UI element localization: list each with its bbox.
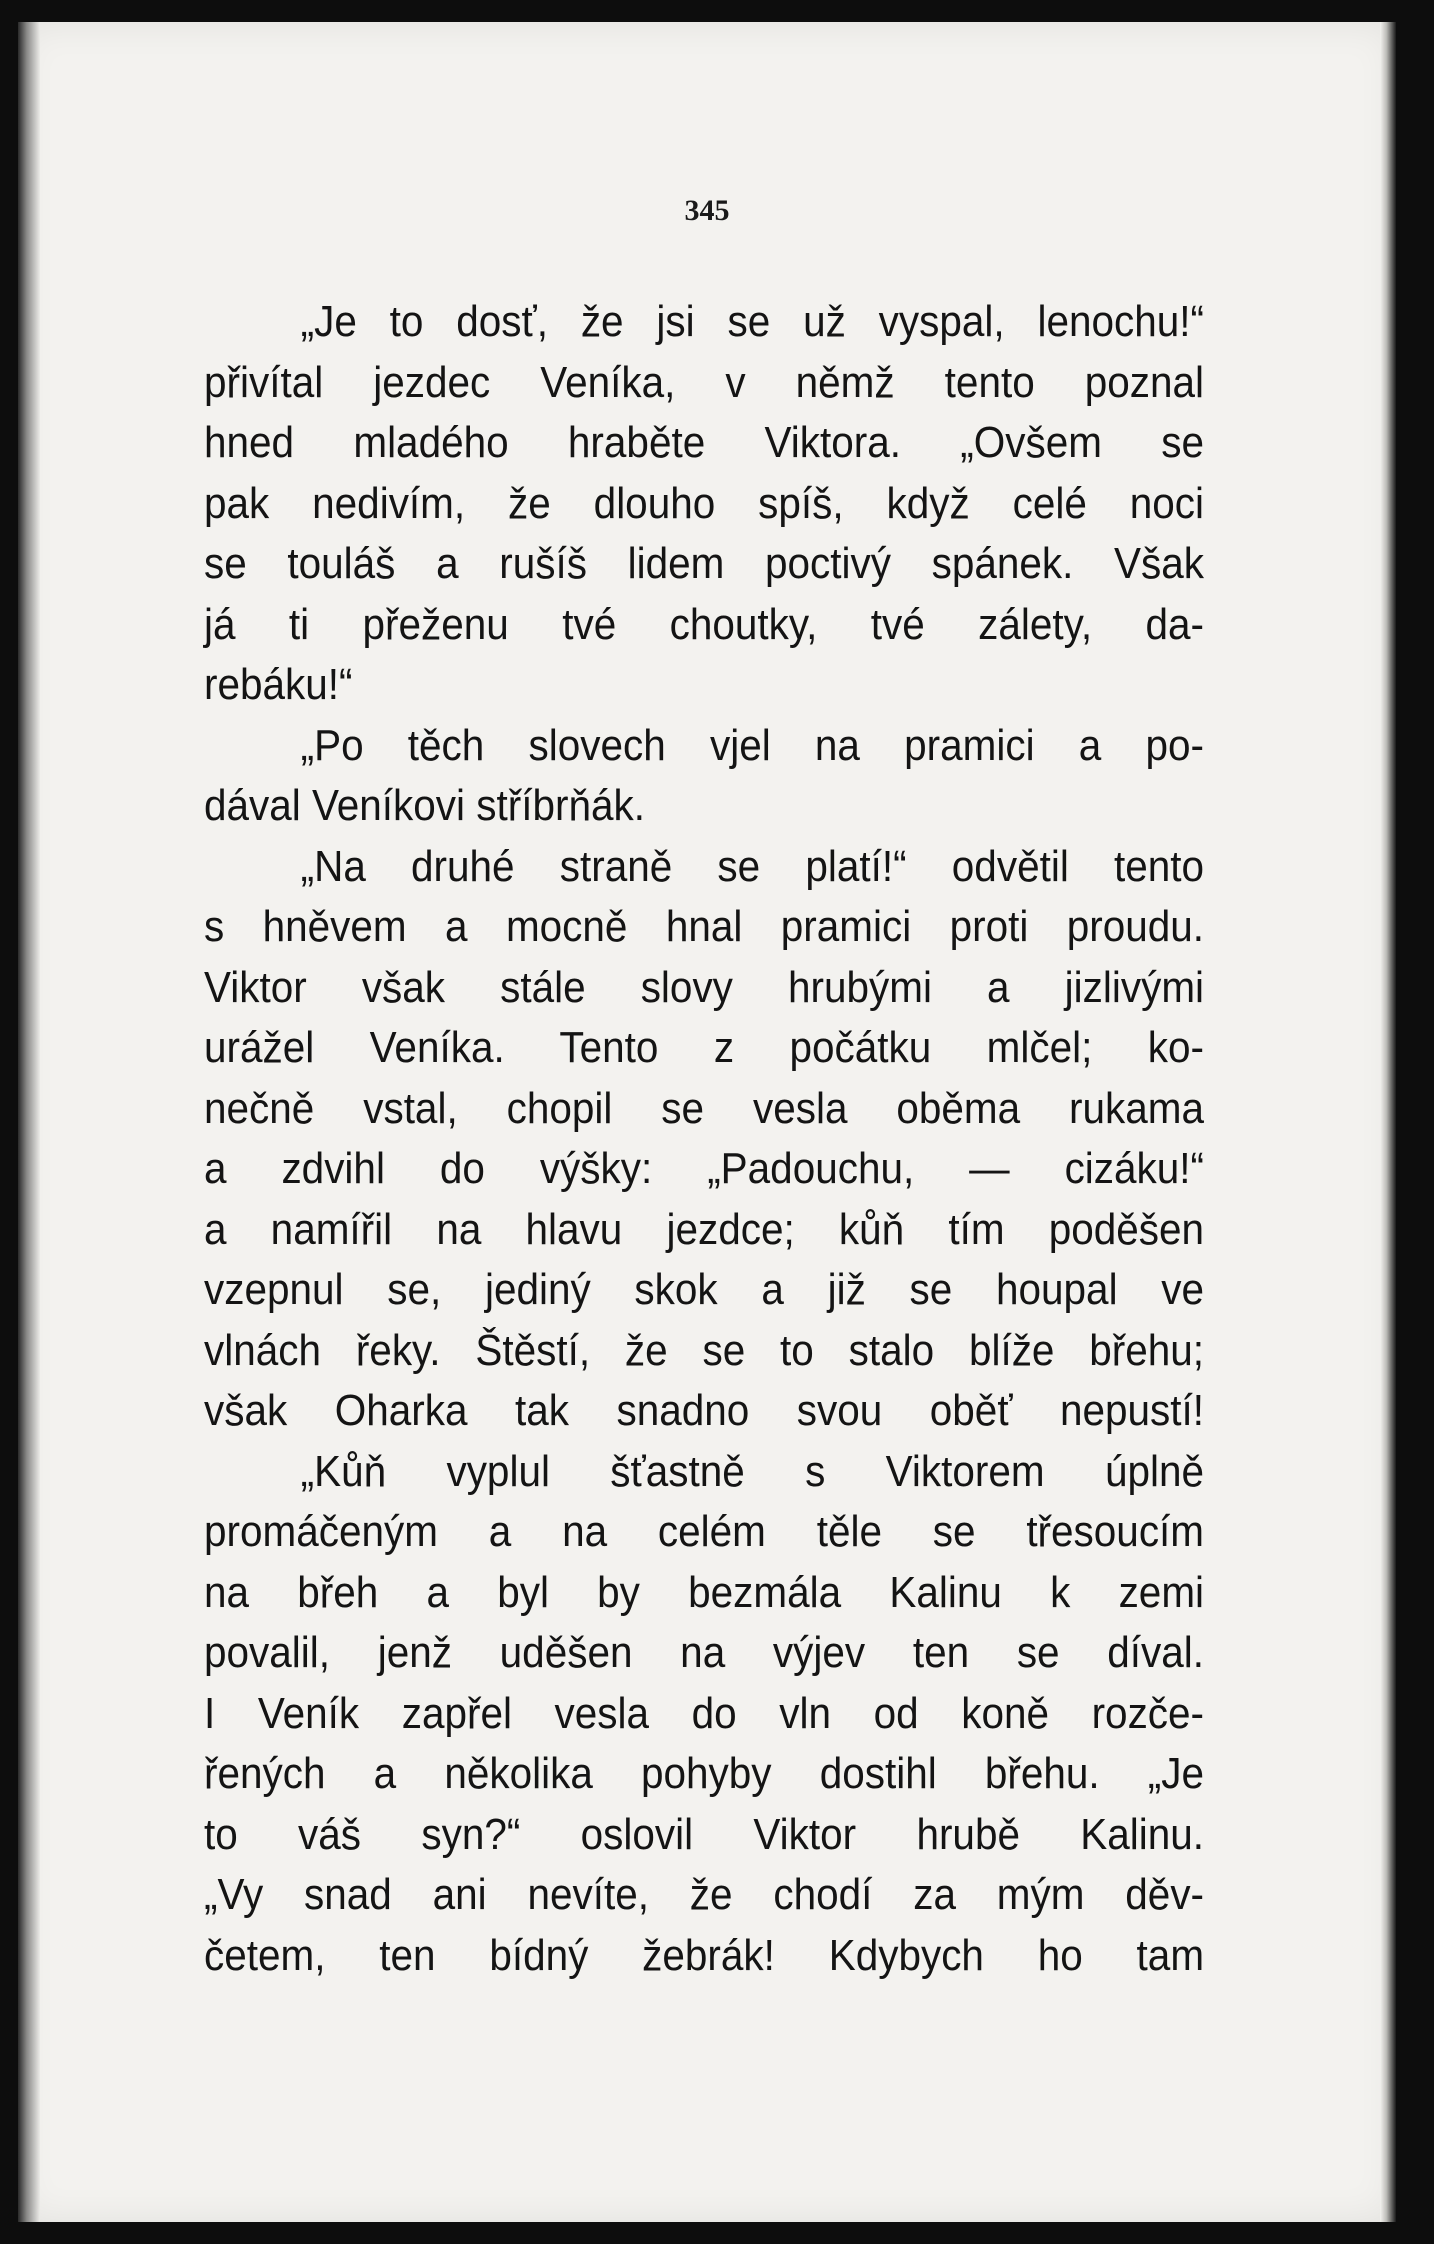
text-line: vlnách řeky. Štěstí, že se to stalo blíže břehu; [204,1325,1205,1375]
text-line: na břeh a byl by bezmála Kalinu k zemi [204,1567,1205,1617]
text-line: já ti přeženu tvé choutky, tvé zálety, da- [204,599,1205,649]
page-edge-shadow [1380,22,1396,2222]
text-line: dával Veníkovi stříbrňák. [204,781,646,830]
book-page [18,22,1396,2222]
text-line: Viktor však stále slovy hrubými a jizlivými [204,962,1205,1012]
text-line: I Veník zapřel vesla do vln od koně rozče- [204,1688,1205,1738]
text-line: „Vy snad ani nevíte, že chodí za mým děv- [204,1870,1205,1919]
text-line: „Je to dosť, že jsi se už vyspal, lenochu!“ [300,297,1205,346]
page-number: 345 [684,194,730,227]
text-line: se touláš a rušíš lidem poctivý spánek. Však [204,539,1205,588]
text-line: „Kůň vyplul šťastně s Viktorem úplně [300,1446,1205,1496]
text-line: četem, ten bídný žebrák! Kdybych ho tam [204,1930,1205,1980]
page-spine-shadow [18,22,40,2222]
text-line: hned mladého hraběte Viktora. „Ovšem se [204,418,1205,467]
text-line: pak nedivím, že dlouho spíš, když celé noci [204,478,1205,528]
text-line: a namířil na hlavu jezdce; kůň tím poděšen [204,1204,1205,1254]
text-line: s hněvem a mocně hnal pramici proti proudu. [204,902,1205,951]
text-line: urážel Veníka. Tento z počátku mlčel; ko- [204,1023,1205,1072]
text-line: promáčeným a na celém těle se třesoucím [204,1507,1205,1556]
body-text [204,292,1205,1986]
text-line: povalil, jenž uděšen na výjev ten se díval. [204,1628,1205,1677]
text-line: řených a několika pohyby dostihl břehu. „Je [204,1749,1205,1798]
text-line: „Na druhé straně se platí!“ odvětil tento [300,841,1205,891]
text-line: a zdvihl do výšky: „Padouchu, — cizáku!“ [204,1144,1205,1193]
text-line: přivítal jezdec Veníka, v němž tento poznal [204,357,1205,407]
text-line: rebáku!“ [204,660,353,709]
text-line: „Po těch slovech vjel na pramici a po- [300,720,1205,770]
text-line: vzepnul se, jediný skok a již se houpal ve [204,1265,1205,1314]
text-line: to váš syn?“ oslovil Viktor hrubě Kalinu. [204,1809,1205,1859]
text-line: však Oharka tak snadno svou oběť nepustí! [204,1386,1205,1435]
text-line: nečně vstal, chopil se vesla oběma rukama [204,1083,1205,1133]
